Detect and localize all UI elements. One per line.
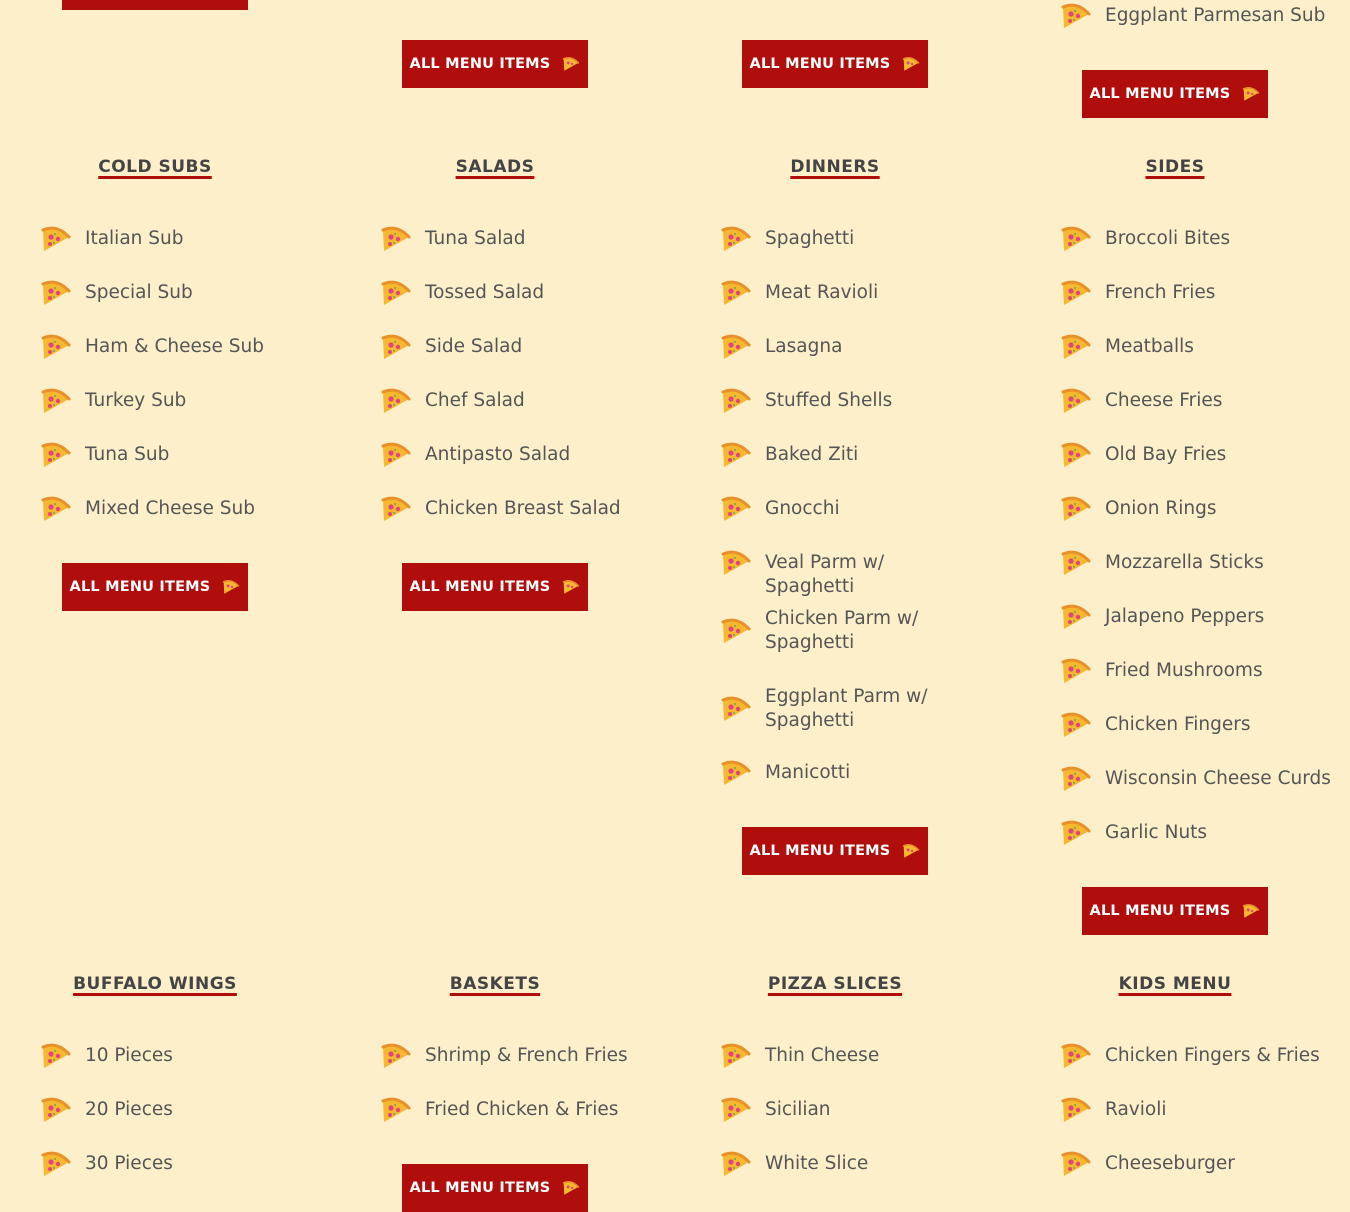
button-label: ALL MENU ITEMS <box>1089 86 1231 102</box>
pizza-slice-icon <box>720 439 752 471</box>
pizza-slice-icon <box>40 331 72 363</box>
menu-item[interactable] <box>720 1152 1020 1176</box>
menu-item-label: Baked Ziti <box>765 444 859 465</box>
pizza-slice-icon <box>720 223 752 255</box>
all-menu-items-button[interactable] <box>402 563 588 611</box>
menu-item-label: Chef Salad <box>425 390 525 411</box>
menu-item-label: Sicilian <box>765 1099 831 1120</box>
pizza-slice-icon <box>720 1040 752 1072</box>
menu-item[interactable] <box>380 335 680 359</box>
menu-item[interactable] <box>380 497 680 521</box>
menu-item-label: Side Salad <box>425 336 523 357</box>
menu-item[interactable] <box>1060 443 1350 467</box>
button-label: ALL MENU ITEMS <box>409 1180 551 1196</box>
pizza-slice-icon <box>562 578 580 596</box>
menu-item-label: Stuffed Shells <box>765 390 893 411</box>
pizza-slice-icon <box>380 439 412 471</box>
menu-item[interactable] <box>40 1044 340 1068</box>
pizza-slice-icon <box>1060 223 1092 255</box>
menu-item[interactable] <box>380 281 680 305</box>
menu-item[interactable] <box>1060 1152 1350 1176</box>
menu-item[interactable] <box>1060 1098 1350 1122</box>
menu-item-label: Meat Ravioli <box>765 282 879 303</box>
pizza-slice-icon <box>720 493 752 525</box>
menu-item-label: Fried Chicken & Fries <box>425 1099 619 1120</box>
menu-item-label: Tossed Salad <box>425 282 545 303</box>
pizza-slice-icon <box>1060 817 1092 849</box>
pizza-slice-icon <box>720 615 752 647</box>
menu-item-label: French Fries <box>1105 282 1216 303</box>
menu-item[interactable] <box>1060 767 1350 791</box>
menu-item[interactable] <box>40 443 340 467</box>
pizza-slice-icon <box>1060 385 1092 417</box>
menu-item-label: Ham & Cheese Sub <box>85 336 264 357</box>
button-label: ALL MENU ITEMS <box>409 579 551 595</box>
pizza-slice-icon <box>380 331 412 363</box>
menu-item-label: Eggplant Parmesan Sub <box>1105 5 1326 26</box>
menu-item[interactable] <box>380 227 680 251</box>
menu-item-label: Manicotti <box>765 762 851 783</box>
pizza-slice-icon <box>1242 85 1260 103</box>
pizza-slice-icon <box>1060 763 1092 795</box>
menu-item[interactable] <box>720 281 1020 305</box>
menu-item-label: Chicken Parm w/ Spaghetti <box>765 608 919 653</box>
kids-menu-title: KIDS MENU <box>1118 974 1232 994</box>
menu-item[interactable] <box>720 497 1020 521</box>
menu-item-label: 20 Pieces <box>85 1099 173 1120</box>
menu-item[interactable] <box>1060 713 1350 737</box>
menu-item-label: Garlic Nuts <box>1105 822 1208 843</box>
pizza-slice-icon <box>40 277 72 309</box>
menu-item-label: Cheeseburger <box>1105 1153 1235 1174</box>
menu-item-label: Wisconsin Cheese Curds <box>1105 768 1331 789</box>
baskets-title: BASKETS <box>449 974 541 994</box>
pizza-slice-icon <box>40 493 72 525</box>
menu-item[interactable] <box>1060 497 1350 521</box>
menu-item[interactable] <box>40 1098 340 1122</box>
menu-item[interactable] <box>40 335 340 359</box>
menu-item-label: Veal Parm w/ Spaghetti <box>765 552 885 597</box>
menu-item-label: Onion Rings <box>1105 498 1217 519</box>
menu-item[interactable] <box>1060 227 1350 251</box>
menu-item-label: 10 Pieces <box>85 1045 173 1066</box>
pizza-slice-icon <box>380 493 412 525</box>
pizza-slice-icon <box>720 331 752 363</box>
menu-item[interactable] <box>1060 4 1350 28</box>
pizza-slice-icon <box>1242 902 1260 920</box>
menu-item[interactable] <box>720 607 1020 655</box>
menu-item-label: Chicken Fingers <box>1105 714 1251 735</box>
menu-item-label: Eggplant Parm w/ Spaghetti <box>765 686 928 731</box>
menu-item-label: Turkey Sub <box>85 390 187 411</box>
pizza-slice-icon <box>40 1148 72 1180</box>
pizza-slice-icon <box>1060 277 1092 309</box>
menu-item[interactable] <box>720 389 1020 413</box>
button-label: ALL MENU ITEMS <box>409 56 551 72</box>
menu-item-label: Lasagna <box>765 336 843 357</box>
all-menu-items-button[interactable] <box>742 827 928 875</box>
menu-item[interactable] <box>1060 659 1350 683</box>
pizza-slice-icon <box>902 842 920 860</box>
pizza-slice-icon <box>1060 1040 1092 1072</box>
pizza-slice-icon <box>720 1148 752 1180</box>
all-menu-items-button[interactable] <box>1082 70 1268 118</box>
all-menu-items-button[interactable] <box>62 0 248 10</box>
pizza-slice-icon <box>380 277 412 309</box>
pizza-slice-icon <box>720 385 752 417</box>
pizza-slice-icon <box>1060 1148 1092 1180</box>
menu-item[interactable] <box>720 443 1020 467</box>
button-label: ALL MENU ITEMS <box>749 843 891 859</box>
menu-item-label: Meatballs <box>1105 336 1194 357</box>
pizza-slice-icon <box>720 757 752 789</box>
menu-item-label: White Slice <box>765 1153 869 1174</box>
menu-item-label: Thin Cheese <box>765 1045 880 1066</box>
menu-item[interactable] <box>1060 281 1350 305</box>
menu-item[interactable] <box>40 1152 340 1176</box>
menu-item[interactable] <box>720 685 1020 733</box>
button-label: ALL MENU ITEMS <box>749 56 891 72</box>
menu-item-label: Fried Mushrooms <box>1105 660 1263 681</box>
pizza-slice-icon <box>1060 601 1092 633</box>
button-label: ALL MENU ITEMS <box>1089 903 1231 919</box>
menu-item-label: Broccoli Bites <box>1105 228 1231 249</box>
button-label: ALL MENU ITEMS <box>69 579 211 595</box>
menu-item-label: Gnocchi <box>765 498 840 519</box>
menu-item-label: Mixed Cheese Sub <box>85 498 256 519</box>
pizza-slice-icon <box>902 55 920 73</box>
salads-title: SALADS <box>455 157 535 177</box>
pizza-slice-icon <box>720 1094 752 1126</box>
pizza-slice-icon <box>40 385 72 417</box>
pizza-slice-icon <box>720 693 752 725</box>
pizza-slice-icon <box>40 1094 72 1126</box>
menu-item[interactable] <box>380 389 680 413</box>
pizza-slice-icon <box>1060 1094 1092 1126</box>
all-menu-items-button[interactable] <box>1082 887 1268 935</box>
menu-item-label: Tuna Salad <box>425 228 526 249</box>
pizza-slice-icon <box>1060 709 1092 741</box>
menu-item[interactable] <box>720 335 1020 359</box>
pizza-slice-icon <box>1060 0 1092 32</box>
menu-item-label: Old Bay Fries <box>1105 444 1227 465</box>
pizza-slice-icon <box>720 547 752 579</box>
menu-item[interactable] <box>380 1098 680 1122</box>
menu-item-label: Special Sub <box>85 282 193 303</box>
menu-item-label: Tuna Sub <box>85 444 170 465</box>
pizza-slice-icon <box>720 277 752 309</box>
pizza-slice-icon <box>380 1040 412 1072</box>
menu-item-label: 30 Pieces <box>85 1153 173 1174</box>
menu-item[interactable] <box>1060 389 1350 413</box>
menu-item-label: Italian Sub <box>85 228 184 249</box>
pizza-slice-icon <box>380 385 412 417</box>
pizza-slice-icon <box>40 223 72 255</box>
menu-item[interactable] <box>720 227 1020 251</box>
all-menu-items-button[interactable] <box>742 40 928 88</box>
menu-item[interactable] <box>720 1044 1020 1068</box>
pizza-slice-icon <box>380 223 412 255</box>
menu-item[interactable] <box>40 281 340 305</box>
menu-item-label: Antipasto Salad <box>425 444 571 465</box>
menu-item[interactable] <box>1060 605 1350 629</box>
menu-item-label: Chicken Breast Salad <box>425 498 621 519</box>
menu-item[interactable] <box>720 551 1020 597</box>
menu-item[interactable] <box>720 1098 1020 1122</box>
menu-item-label: Mozzarella Sticks <box>1105 552 1264 573</box>
menu-item[interactable] <box>1060 821 1350 845</box>
buffalo-wings-title: BUFFALO WINGS <box>73 974 237 994</box>
pizza-slice-icon <box>40 1040 72 1072</box>
pizza-slice-icon <box>222 578 240 596</box>
menu-item-label: Ravioli <box>1105 1099 1167 1120</box>
pizza-slice-icon <box>380 1094 412 1126</box>
dinners-title: DINNERS <box>790 157 880 177</box>
all-menu-items-button[interactable] <box>402 1164 588 1212</box>
all-menu-items-button[interactable] <box>402 40 588 88</box>
menu-item-label: Shrimp & French Fries <box>425 1045 628 1066</box>
menu-item[interactable] <box>1060 335 1350 359</box>
cold-subs-title: COLD SUBS <box>98 157 212 177</box>
menu-item[interactable] <box>40 389 340 413</box>
menu-item[interactable] <box>40 497 340 521</box>
menu-item-label: Cheese Fries <box>1105 390 1223 411</box>
menu-item[interactable] <box>40 227 340 251</box>
menu-item[interactable] <box>380 443 680 467</box>
menu-item[interactable] <box>1060 1044 1350 1068</box>
pizza-slice-icon <box>1060 439 1092 471</box>
pizza-slice-icon <box>1060 493 1092 525</box>
pizza-slice-icon <box>1060 331 1092 363</box>
menu-item-label: Jalapeno Peppers <box>1105 606 1265 627</box>
pizza-slices-title: PIZZA SLICES <box>767 974 903 994</box>
pizza-slice-icon <box>562 55 580 73</box>
pizza-slice-icon <box>40 439 72 471</box>
menu-item[interactable] <box>1060 551 1350 575</box>
sides-title: SIDES <box>1145 157 1205 177</box>
menu-item[interactable] <box>720 761 1020 785</box>
menu-item-label: Chicken Fingers & Fries <box>1105 1045 1320 1066</box>
pizza-slice-icon <box>562 1179 580 1197</box>
menu-item[interactable] <box>380 1044 680 1068</box>
pizza-slice-icon <box>1060 547 1092 579</box>
pizza-slice-icon <box>1060 655 1092 687</box>
menu-item-label: Spaghetti <box>765 228 855 249</box>
all-menu-items-button[interactable] <box>62 563 248 611</box>
